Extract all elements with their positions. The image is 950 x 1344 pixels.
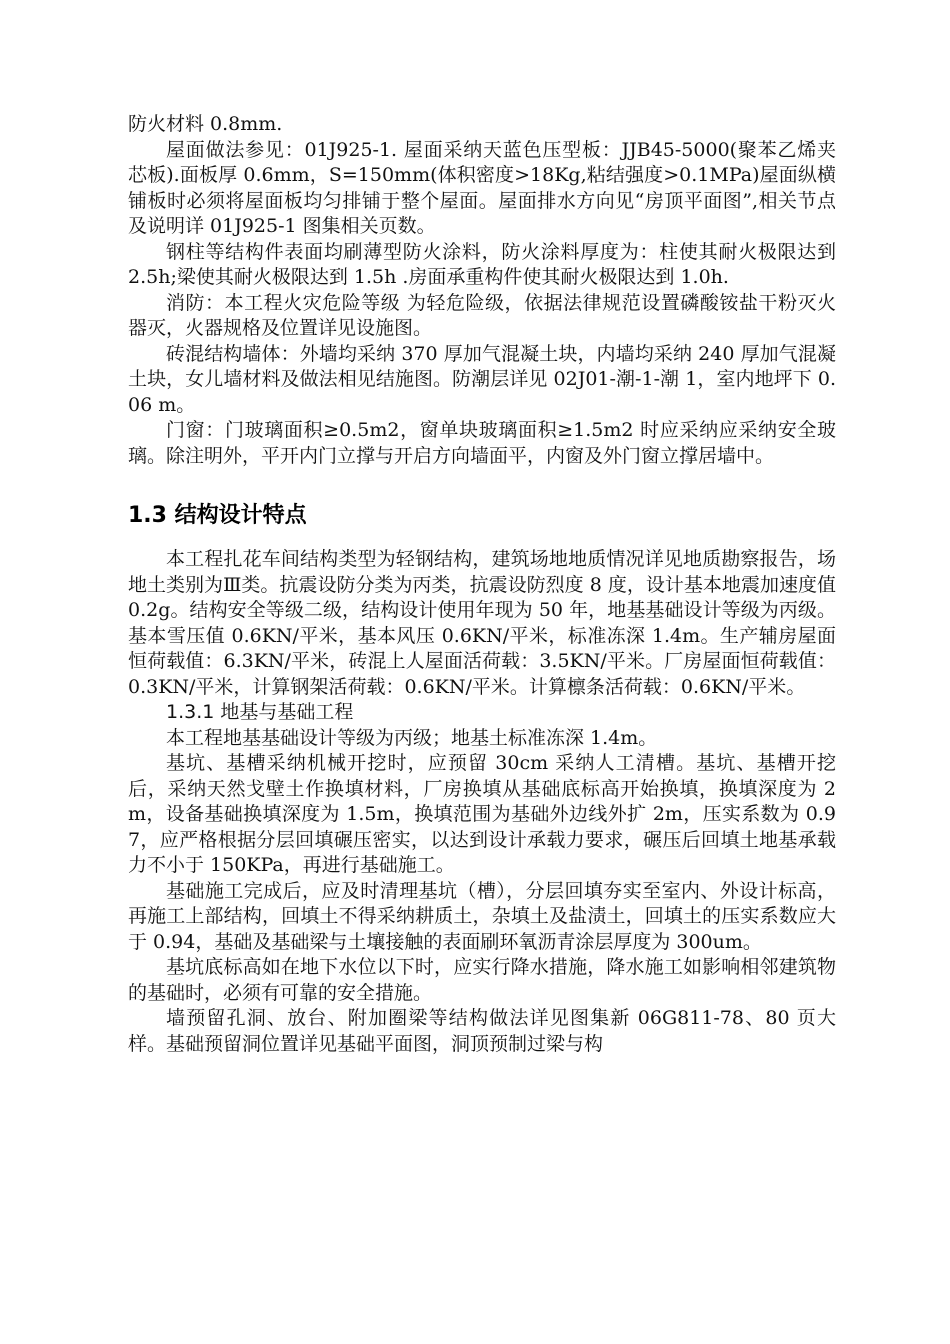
paragraph-structure-overview: 本工程扎花车间结构类型为轻钢结构，建筑场地地质情况详见地质勘察报告，场地土类别为Ⅲ类。抗震设防分类为丙类，抗震设防烈度 8 度，设计基本地震加速度值 0.2g。结构安全等级二级，结构设计使用年现为 50 年，地基基础设计等级为丙级。基本雪压值 0.6KN/平米，基本风压 0.6KN/平米，标准冻深 1.4m。生产辅房屋面恒荷载值：6.3KN/平米，砖混上人屋面活荷载：3.5KN/平米。厂房屋面恒荷载值：0.3KN/平米，计算钢架活荷载：0.6KN/平米。计算檩条活荷载：0.6KN/平米。 (128, 548, 836, 698)
paragraph-masonry-wall: 砖混结构墙体：外墙均采纳 370 厚加气混凝土块，内墙均采纳 240 厚加气混凝土块，女儿墙材料及做法相见结施图。防潮层详见 02J01-潮-1-潮 1，室内地坪下 0.06 m。 (128, 342, 836, 416)
paragraph-doors-windows: 门窗：门玻璃面积≥0.5m2，窗单块玻璃面积≥1.5m2 时应采纳应采纳安全玻璃。除注明外，平开内门立撑与开启方向墙面平，内窗及外门窗立撑居墙中。 (128, 419, 836, 467)
paragraph-foundation-grade: 本工程地基基础设计等级为丙级；地基土标准冻深 1.4m。 (166, 726, 658, 749)
section-heading-structure: 1.3 结构设计特点 (128, 503, 307, 528)
paragraph-fire-material: 防火材料 0.8mm. (128, 113, 283, 135)
subsection-heading-foundation: 1.3.1 地基与基础工程 (166, 701, 354, 723)
document-page (128, 112, 836, 1057)
paragraph-dewatering: 基坑底标高如在地下水位以下时，应实行降水措施，降水施工如影响相邻建筑物的基础时，必须有可靠的安全措施。 (128, 956, 836, 1004)
paragraph-backfill: 基础施工完成后，应及时清理基坑（槽），分层回填夯实至室内、外设计标高，再施工上部结构，回填土不得采纳耕质土，杂填土及盐渍土，回填土的压实系数应大于 0.94，基础及基础梁与土壤接触的表面刷环氧沥青涂层厚度为 300um。 (128, 879, 836, 953)
paragraph-openings: 墙预留孔洞、放台、附加圈梁等结构做法详见图集新 06G811-78、80 页大样。基础预留洞位置详见基础平面图，洞顶预制过梁与构 (128, 1007, 836, 1055)
paragraph-fire-protection: 消防：本工程火灾危险等级 为轻危险级，依据法律规范设置磷酸铵盐干粉灭火器灭，火器规格及位置详见设施图。 (128, 291, 836, 339)
paragraph-roof-method: 屋面做法参见：01J925-1. 屋面采纳天蓝色压型板：JJB45-5000(聚苯乙烯夹芯板).面板厚 0.6mm，S=150mm(体积密度>18Kg,粘结强度>0.1MPa)屋面纵横铺板时必须将屋面板均匀排铺于整个屋面。屋面排水方向见“房顶平面图”,相关节点及说明详 01J925-1 图集相关页数。 (128, 138, 836, 237)
paragraph-excavation: 基坑、基槽采纳机械开挖时，应预留 30cm 采纳人工清槽。基坑、基槽开挖后，采纳天然戈壁土作换填材料，厂房换填从基础底标高开始换填，换填深度为 2m，设备基础换填深度为 1.5m，换填范围为基础外边线外扩 2m，压实系数为 0.97，应严格根据分层回填碾压密实，以达到设计承载力要求，碾压后回填土地基承载力不小于 150KPa，再进行基础施工。 (128, 752, 836, 876)
paragraph-fireproof-coating: 钢柱等结构件表面均刷薄型防火涂料，防火涂料厚度为：柱使其耐火极限达到 2.5h;梁使其耐火极限达到 1.5h .房面承重构件使其耐火极限达到 1.0h. (128, 240, 836, 288)
